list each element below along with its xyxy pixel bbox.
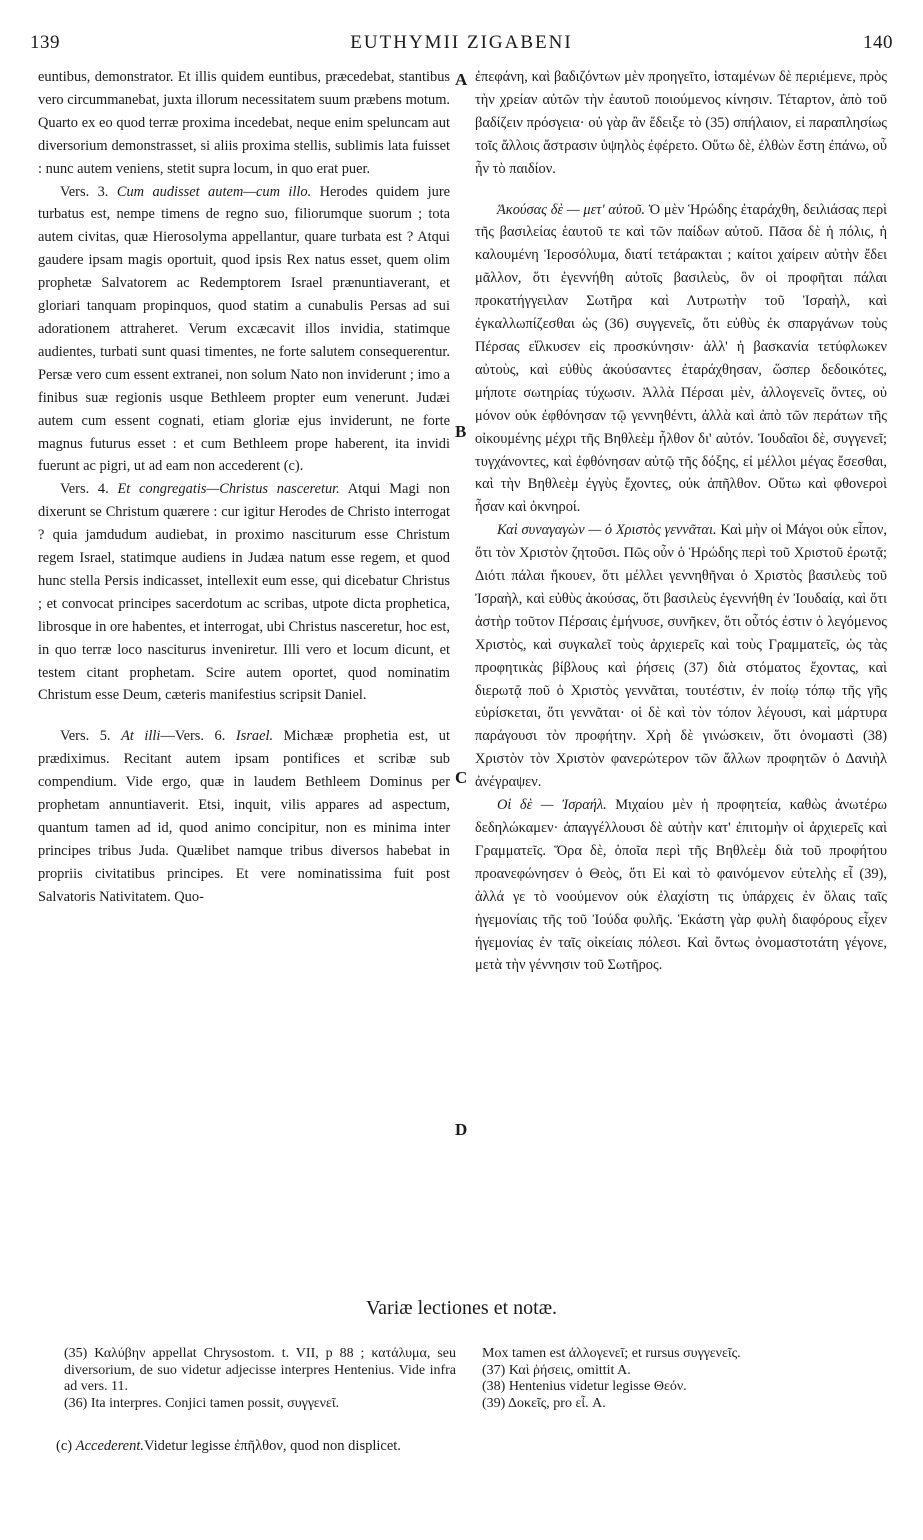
lemma: Israel. (235, 728, 274, 745)
notes-right (482, 1346, 882, 1412)
commentary-text: Herodes quidem jure turbatus est, nempe timens de regno suo, filiorumque suorum ; tota autem civitas, quæ Hierosolyma appellantur, quare turbata est ? Atqui gaudere ipsam magis oportuit, quod ipsis Rex natus esset, quem olim prophetæ Salvatorem ac Redemptorem Israel prænuntiaverant, et gloriari tanquam propinquos, quod statim a cunabulis Persas ad sui adorationem attraheret. Verum excæcavit illos invidia, statimque audientes, turbati sunt quasi timentes, ne forte salutem consequerentur. Persæ vero cum essent extranei, non solum Nato non inviderunt ; imo a finibus suæ regionis usque Bethleem propter eum venerunt. Judæi autem cum essent cognati, etiam gloriæ ejus inviderunt, ne forte magnus futurus esset : et cum Bethleem prope haberent, ita invidi fuerunt ac pigri, ut ad eam non accederent (c). (38, 183, 450, 475)
section-marker-a: A (455, 70, 468, 89)
running-title: EUTHYMII ZIGABENI (350, 32, 573, 53)
page-header (30, 32, 893, 58)
greek-column (475, 66, 887, 977)
note-36: (36) Ita interpres. Conjici tamen possit, συγγενεῖ. (64, 1395, 340, 1411)
footnote-text: Videtur legisse ἐπῆλθον, quod non displicet. (144, 1438, 401, 1454)
commentary-text: Μιχαίου μὲν ἡ προφητεία, καθὼς ἀνωτέρω δεδηλώκαμεν· ἀπαγγέλλουσι δὲ αὐτὴν κατ' ἐπιτομὴν οἱ ἀρχιερεῖς καὶ Γραμματεῖς. Ὅρα δὲ, ὁποῖα περὶ τῆς Βηθλεὲμ διὰ τοῦ προφήτου προανεφώνησεν ὁ Θεὸς, ὅτι Εἰ καὶ τὸ φαινόμενον εὐτελὴς εἶ (39), ἀλλά γε τὸ νοούμενον οὐκ ἐλαχίστη τις ὑπάρχεις ἐν ὅλαις ταῖς ἡγεμονίαις τῆς τοῦ Ἰούδα φυλῆς. Ἑκάστη γὰρ φυλὴ διαφόρους εἶχεν ἡγεμονίας ἐν ταῖς οἰκείαις πόλεσι. Καὶ ὄντως ὀνομαστοτάτη γέγονε, μετὰ τὴν γέννησιν τοῦ Σωτῆρος. (475, 797, 887, 974)
page-number-left: 139 (30, 32, 60, 53)
note-37: (37) Καὶ ῥήσεις, omittit A. (482, 1362, 631, 1378)
lemma: Et congregatis—Christus nasceretur. (117, 481, 340, 498)
lemma: Cum audisset autem—cum illo. (116, 183, 312, 200)
greek-paragraph-2 (475, 199, 887, 520)
notes-left (64, 1346, 456, 1412)
verse-ref: Vers. 5. (60, 728, 111, 745)
lemma: Ἀκούσας δὲ — μετ' αὐτοῦ. (497, 201, 646, 218)
greek-paragraph-4 (475, 794, 887, 977)
commentary-text: Ὁ μὲν Ἡρώδης ἐταράχθη, δειλιάσας περὶ τῆς βασιλείας ἑαυτοῦ τε καὶ τῶν παίδων αὐτοῦ. Πᾶσα δὲ ἡ πόλις, ἡ καλουμένη Ἱεροσόλυμα, διατί τετάρακται ; καίτοι χαίρειν αὐτὴν ἔδει μᾶλλον, ὅτι ἐγεννήθη αὐτοῖς βασιλεὺς, ὃν οἱ προφῆται πάλαι προκατήγγειλαν Σωτῆρα καὶ Λυτρωτὴν τοῦ Ἰσραὴλ, καὶ ἐγκαλλωπίζεσθαι ὡς (36) συγγενεῖς, ὅτι εὐθὺς ἐκ σπαργάνων τοὺς Πέρσας εἵλκυσεν εἰς προσκύνησιν· ἀλλ' ἡ βασκανία τετύφλωκεν αὐτοὺς, καὶ εὐθὺς ἀκούσαντες ἐταράχθησαν, ὥσπερ δεδοικότες, μήποτε σωτηρίας τύχωσιν. Ἀλλὰ Πέρσαι μὲν, ἀλλογενεῖς ὄντες, οὐ μόνον οὐκ ἐφθόνησαν τῷ γεννηθέντι, ἀλλὰ καὶ ἀπὸ τῶν περάτων τῆς οἰκουμένης μέχρι τῆς Βηθλεὲμ ἦλθον δι' αὐτόν. Ἰουδαῖοι δὲ, συγγενεῖ; τυγχάνοντες, καὶ ἐφθόνησαν αὐτῷ τῆς δόξης, εἰ μέλλοι μέγας ἔσεσθαι, καὶ τὴν Βηθλεὲμ ἐγγὺς ἔχοντες, οὐκ ἀπῆλθον. Οὕτω καὶ φθονεροὶ ἦσαν καὶ ὀκνηροί. (475, 201, 887, 516)
lemma: At illi (121, 728, 161, 745)
latin-paragraph-4 (38, 725, 450, 908)
note-38: (38) Hentenius videtur legisse Θεόν. (482, 1379, 687, 1394)
footnote-lemma: Accederent. (75, 1438, 145, 1454)
lemma: Οἱ δὲ — Ἰσραήλ. (497, 797, 607, 814)
commentary-text: Καὶ μὴν οἱ Μάγοι οὐκ εἶπον, ὅτι τὸν Χριστὸν ζητοῦσι. Πῶς οὖν ὁ Ἡρώδης περὶ τοῦ Χριστοῦ ἐρωτᾷ; Διότι πάλαι ἤκουεν, ὅτι μέλλει γεννηθῆναι ὁ Χριστὸς βασιλεὺς τοῦ Ἰσραὴλ, καὶ εὐθὺς ἀκούσας, ὅτι βασιλεὺς ἐγεννήθη ἐν Ἰουδαίᾳ, καὶ ὅτι ἀστὴρ τοῦτον Πέρσαις ἐμήνυσε, συνῆκεν, ὅτι οὗτός ἐστιν ὁ λεγόμενος Χριστὸς, καὶ συγκαλεῖ τοὺς ἀρχιερεῖς καὶ τοὺς Γραμματεῖς, ὡς τὰς προφητικὰς βίβλους καὶ ῥήσεις (37) διὰ στόματος ἔχοντας, καὶ διερωτᾷ ποῦ ὁ Χριστὸς γεννᾶται, τουτέστιν, ἐν ποίῳ τόπῳ τῆς γῆς εὑρίσκεται, ὅτι γεννᾶται· οἱ δὲ καὶ τὸν τόπον λέγουσι, καὶ μάρτυρα παράγουσι τὸν προφήτην. Χρὴ δὲ γινώσκειν, ὅτι ὀνομαστὶ (38) Χριστὸν τὸν Χριστὸν φανερώτερον τῶν ἄλλων προφητῶν ὁ Δανιὴλ ἀνέγραψεν. (475, 522, 887, 791)
footnote-mark: (c) (56, 1438, 73, 1454)
verse-ref: —Vers. 6. (160, 728, 226, 745)
section-marker-b: B (455, 422, 467, 441)
commentary-text: Michææ prophetia est, ut prædiximus. Recitant autem ipsam pontifices et scribæ sub compendium. Vide ergo, quæ in laudem Bethleem Dominus per prophetam annuntiaverit. Etsi, inquit, vilis appares ad aspectum, quantum tamen ad id, quod animo concipitur, non es minima inter principes tribus Juda. Quælibet namque tribus diversos habebat in propriis civitatibus principes. Et vere nominatissima fuit post Salvatoris Nativitatem. Quo- (38, 728, 450, 905)
footnote-c (56, 1438, 876, 1455)
lemma: Καὶ συναγαγὼν — ὁ Χριστὸς γεννᾶται. (497, 522, 717, 539)
greek-paragraph-1: ἐπεφάνη, καὶ βαδιζόντων μὲν προηγεῖτο, ἱσταμένων δὲ περιέμενε, πρὸς τὴν χρείαν αὐτῶν τὴν ἑαυτοῦ ποιούμενος κίνησιν. Τέταρτον, ἀπὸ τοῦ βαδίζειν πρόσγεια· οὐ γὰρ ἂν ἔδειξε τὸ (35) σπήλαιον, εἰ παραπλησίως τοῖς ἄλλοις ἄστρασιν ὑψηλὸς ἐφέρετο. Οὕτω δὲ, ἐλθὼν ἔστη ἐπάνω, οὗ ἦν τὸ παιδίον. (475, 69, 887, 177)
variae-lectiones-title: Variæ lectiones et notæ. (365, 1297, 558, 1319)
latin-paragraph-2 (38, 181, 450, 479)
greek-paragraph-3 (475, 519, 887, 794)
latin-column (38, 66, 450, 909)
latin-paragraph-1: euntibus, demonstrator. Et illis quidem euntibus, præcedebat, stantibus vero circummanebat, juxta illorum necessitatem suum præbens motum. Quarto ex eo quod terræ proxima incedebat, neque enim speluncam aut diversorium demonstrasset, si aliis proxima stellis, sublimis lata fuisset : nunc autem veniens, stetit supra locum, in quo erat puer. (38, 69, 450, 177)
verse-ref: Vers. 3. (60, 183, 109, 200)
page-number-right: 140 (863, 32, 893, 53)
note-35: (35) Καλύβην appellat Chrysostom. t. VII, p 88 ; κατάλυμα, seu diversorium, de suo videtur adjecisse interpres Hentenius. Vide infra ad vers. 11. (64, 1346, 456, 1394)
note-36-continued: Mox tamen est ἀλλογενεῖ; et rursus συγγενεῖς. (482, 1346, 741, 1361)
latin-paragraph-3 (38, 478, 450, 707)
verse-ref: Vers. 4. (60, 481, 109, 498)
section-marker-d: D (455, 1120, 468, 1139)
note-39: (39) Δοκεῖς, pro εἶ. A. (482, 1395, 606, 1411)
section-marker-c: C (455, 768, 468, 787)
commentary-text: Atqui Magi non dixerunt se Christum quærere : cur igitur Herodes de Christo interrogat ? quia jamdudum audiebat, in proximo nasciturum esse Christum regem Israel, statimque audiens in Judæa natum esse regem, et quod hunc stella Persis indicasset, intellexit eum esse, qui dicebatur Christus ; et convocat principes sacerdotum ac scribas, utpote dicta prophetica, librosque in ore habentes, et interrogat, ubi Christus nasceretur, hoc est, in quo terræ loco nasciturus inveniretur. Illi vero et locum dicunt, et testem citant prophetam. Scire autem oportet, quod nominatim Christum esse Deum, cæteris manifestius scripsit Daniel. (38, 481, 450, 704)
